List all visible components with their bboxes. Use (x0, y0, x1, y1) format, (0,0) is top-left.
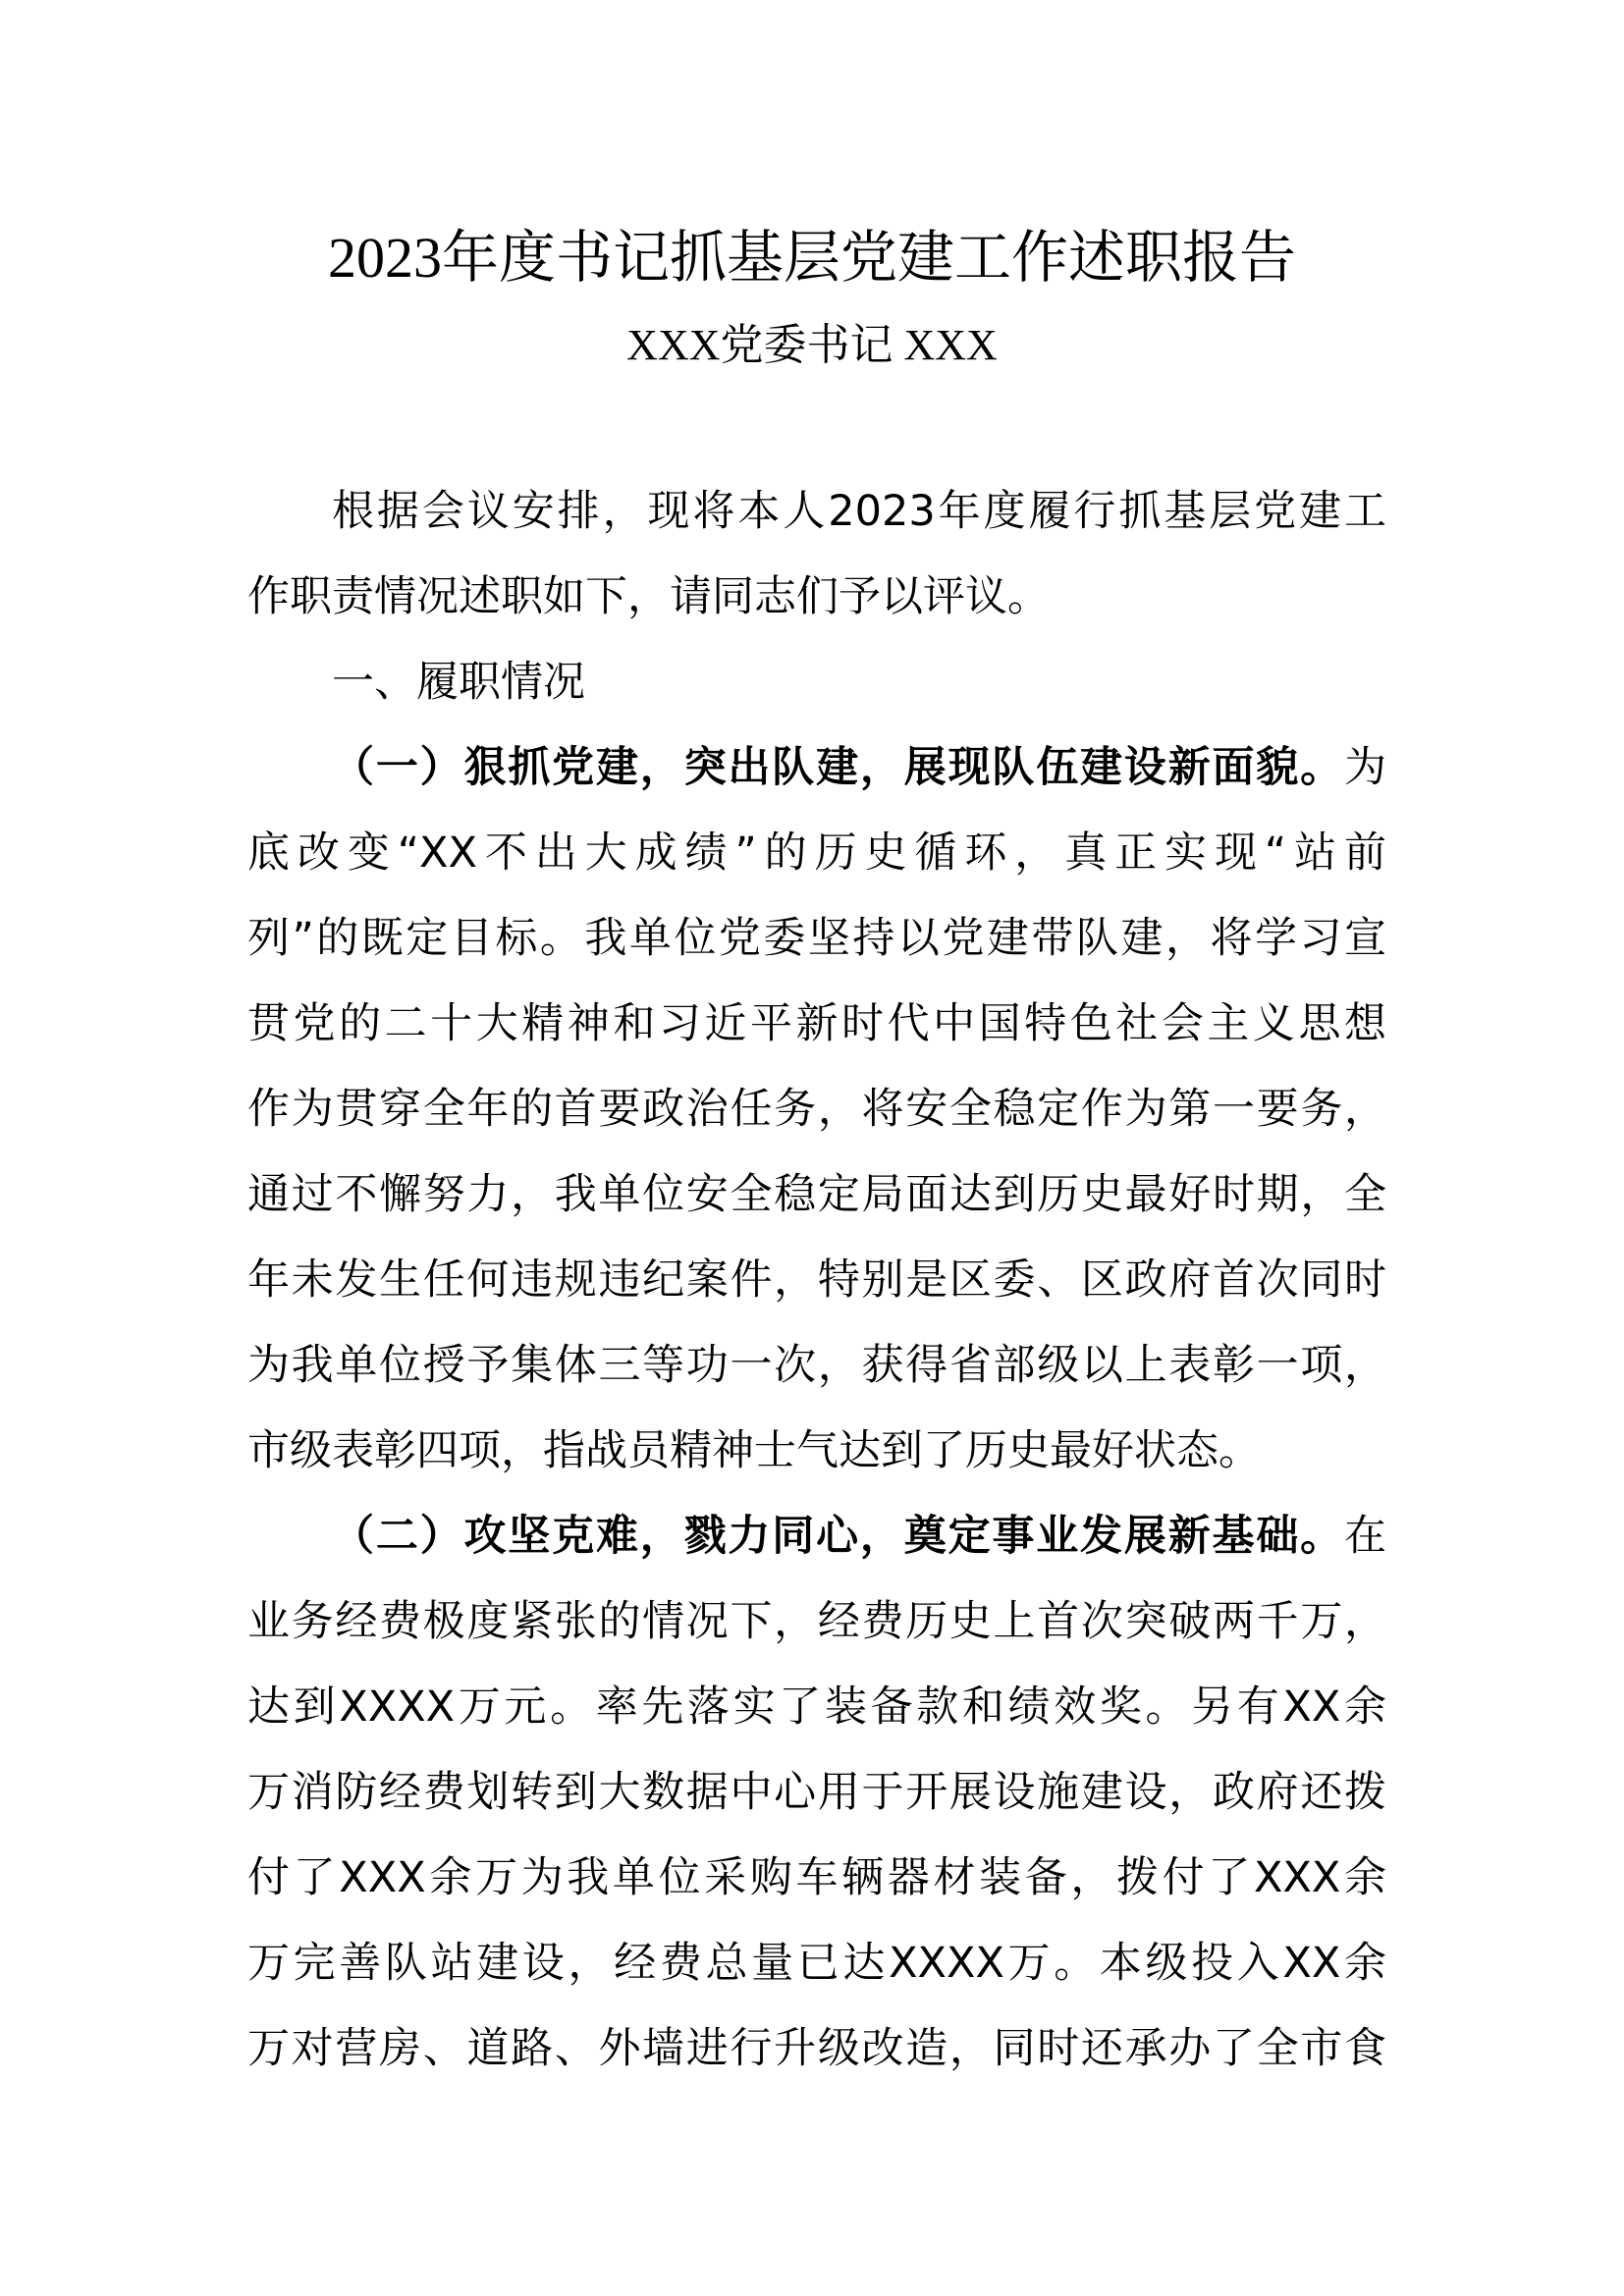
text-line (247, 1750, 1386, 1836)
text-line (247, 896, 1386, 982)
text-line (247, 1494, 1386, 1579)
line-text: 作职责情况述职如下，请同志们予以评议。 (247, 572, 1050, 621)
line-text: 底改变“XX不出大成绩”的历史循环，真正实现“站前 (247, 828, 1386, 878)
line-text: 作为贯穿全年的首要政治任务，将安全稳定作为第一要务， (247, 1085, 1386, 1134)
line-text: 为我单位授予集体三等功一次，获得省部级以上表彰一项， (247, 1341, 1386, 1390)
line-text: 年未发生任何违规违纪案件，特别是区委、区政府首次同时 (247, 1255, 1386, 1305)
line-text: 贯党的二十大精神和习近平新时代中国特色社会主义思想 (247, 999, 1386, 1048)
line-text: 万完善队站建设，经费总量已达XXXX万。本级投入XX余 (247, 1939, 1386, 1988)
document-title: 2023年度书记抓基层党建工作述职报告 (327, 226, 1296, 290)
text-line (247, 1665, 1386, 1750)
line-text: 根据会议安排，现将本人2023年度履行抓基层党建工 (332, 487, 1386, 536)
text-line (247, 1238, 1386, 1323)
line-text: 通过不懈努力，我单位安全稳定局面达到历史最好时期，全 (247, 1170, 1386, 1219)
text-line (247, 725, 1386, 811)
line-text: 付了XXX余万为我单位采购车辆器材装备，拨付了XXX余 (247, 1853, 1386, 1902)
text-line (247, 982, 1386, 1067)
line-text: 万消防经费划转到大数据中心用于开展设施建设，政府还拨 (247, 1768, 1386, 1817)
line-text: 列”的既定目标。我单位党委坚持以党建带队建，将学习宣 (247, 914, 1386, 963)
section-heading: （二）攻坚克难，戮力同心，奠定事业发展新基础。 (332, 1512, 1344, 1561)
text-line (247, 2006, 1386, 2092)
line-text: 业务经费极度紧张的情况下，经费历史上首次突破两千万， (247, 1597, 1386, 1646)
document-body (247, 469, 1386, 2092)
document-author: XXX党委书记 XXX (626, 321, 998, 369)
text-line (247, 1579, 1386, 1665)
line-text: 在 (1344, 1512, 1386, 1561)
line-text: 为 (1344, 743, 1386, 792)
text-line (247, 469, 1386, 555)
line-text: 达到XXXX万元。率先落实了装备款和绩效奖。另有XX余 (247, 1682, 1386, 1732)
line-text: 万对营房、道路、外墙进行升级改造，同时还承办了全市食 (247, 2024, 1386, 2073)
section-heading: （一）狠抓党建，突出队建，展现队伍建设新面貌。 (332, 743, 1344, 792)
text-line (247, 1409, 1386, 1494)
text-line (247, 1067, 1386, 1152)
text-line (247, 1921, 1386, 2006)
text-line (247, 555, 1386, 640)
text-line (247, 811, 1386, 896)
text-line (247, 640, 1386, 725)
line-text: 市级表彰四项，指战员精神士气达到了历史最好状态。 (247, 1426, 1261, 1475)
text-line (247, 1323, 1386, 1409)
line-text: 一、履职情况 (332, 658, 585, 707)
text-line (247, 1152, 1386, 1238)
text-line (247, 1836, 1386, 1921)
